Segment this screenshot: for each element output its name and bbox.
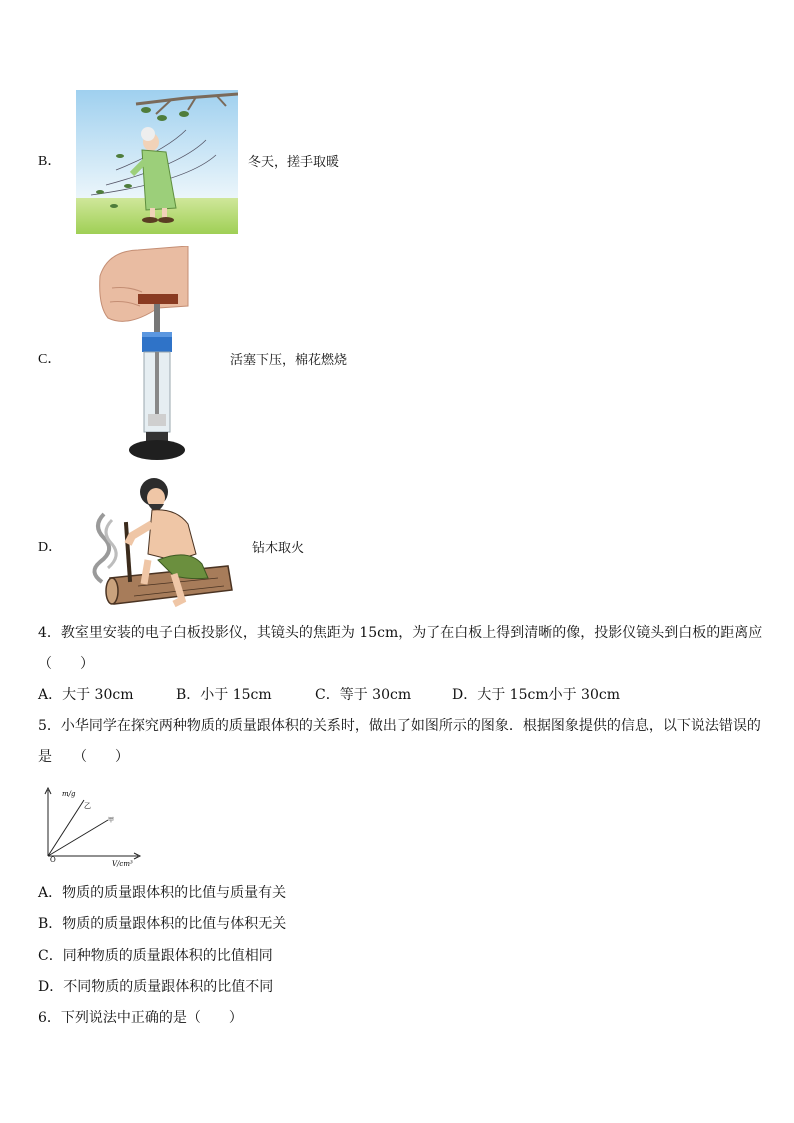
question-4-stem: 4．教室里安装的电子白板投影仪，其镜头的焦距为 15cm，为了在白板上得到清晰的像，投影仪镜头到白板的距离应 [38,625,763,641]
question-4-option-d: D．大于 15cm小于 30cm [452,687,620,703]
question-4-stem-bracket: （ ） [38,656,94,672]
graph-origin-label: O [50,856,56,864]
air-compression-syringe-picture [98,246,194,466]
option-c-letter: C． [38,352,62,367]
graph-line-yi [48,800,84,856]
question-5-stem: 5．小华同学在探究两种物质的质量跟体积的关系时，做出了如图所示的图象．根据图象提供的信息，以下说法错误的 [38,718,761,734]
question-5-option-a: A．物质的质量跟体积的比值与质量有关 [38,885,287,901]
question-5-stem-bracket: 是 （ ） [38,749,129,765]
question-4-option-b: B．小于 15cm [176,687,272,703]
option-d-letter: D． [38,540,63,555]
question-5-option-c: C．同种物质的质量跟体积的比值相同 [38,948,273,964]
question-6-stem: 6．下列说法中正确的是（ ） [38,1010,243,1026]
question-5-option-b: B．物质的质量跟体积的比值与体积无关 [38,916,287,932]
option-b-letter: B． [38,154,62,169]
graph-label-jia: 甲 [108,817,115,824]
graph-x-label: V/cm³ [112,860,133,868]
option-d-caption: 钻木取火 [252,541,305,556]
option-b-caption: 冬天，搓手取暖 [248,155,340,170]
question-5-option-d: D．不同物质的质量跟体积的比值不同 [38,979,274,995]
graph-line-jia [48,820,108,856]
old-woman-in-wind-picture [76,90,238,234]
graph-label-yi: 乙 [84,802,91,810]
mass-volume-graph [40,786,144,870]
graph-y-label: m/g [62,790,76,798]
drilling-wood-for-fire-picture [78,474,236,610]
question-4-option-c: C．等于 30cm [315,687,412,703]
option-c-caption: 活塞下压，棉花燃烧 [230,353,348,368]
question-4-option-a: A．大于 30cm [38,687,134,703]
